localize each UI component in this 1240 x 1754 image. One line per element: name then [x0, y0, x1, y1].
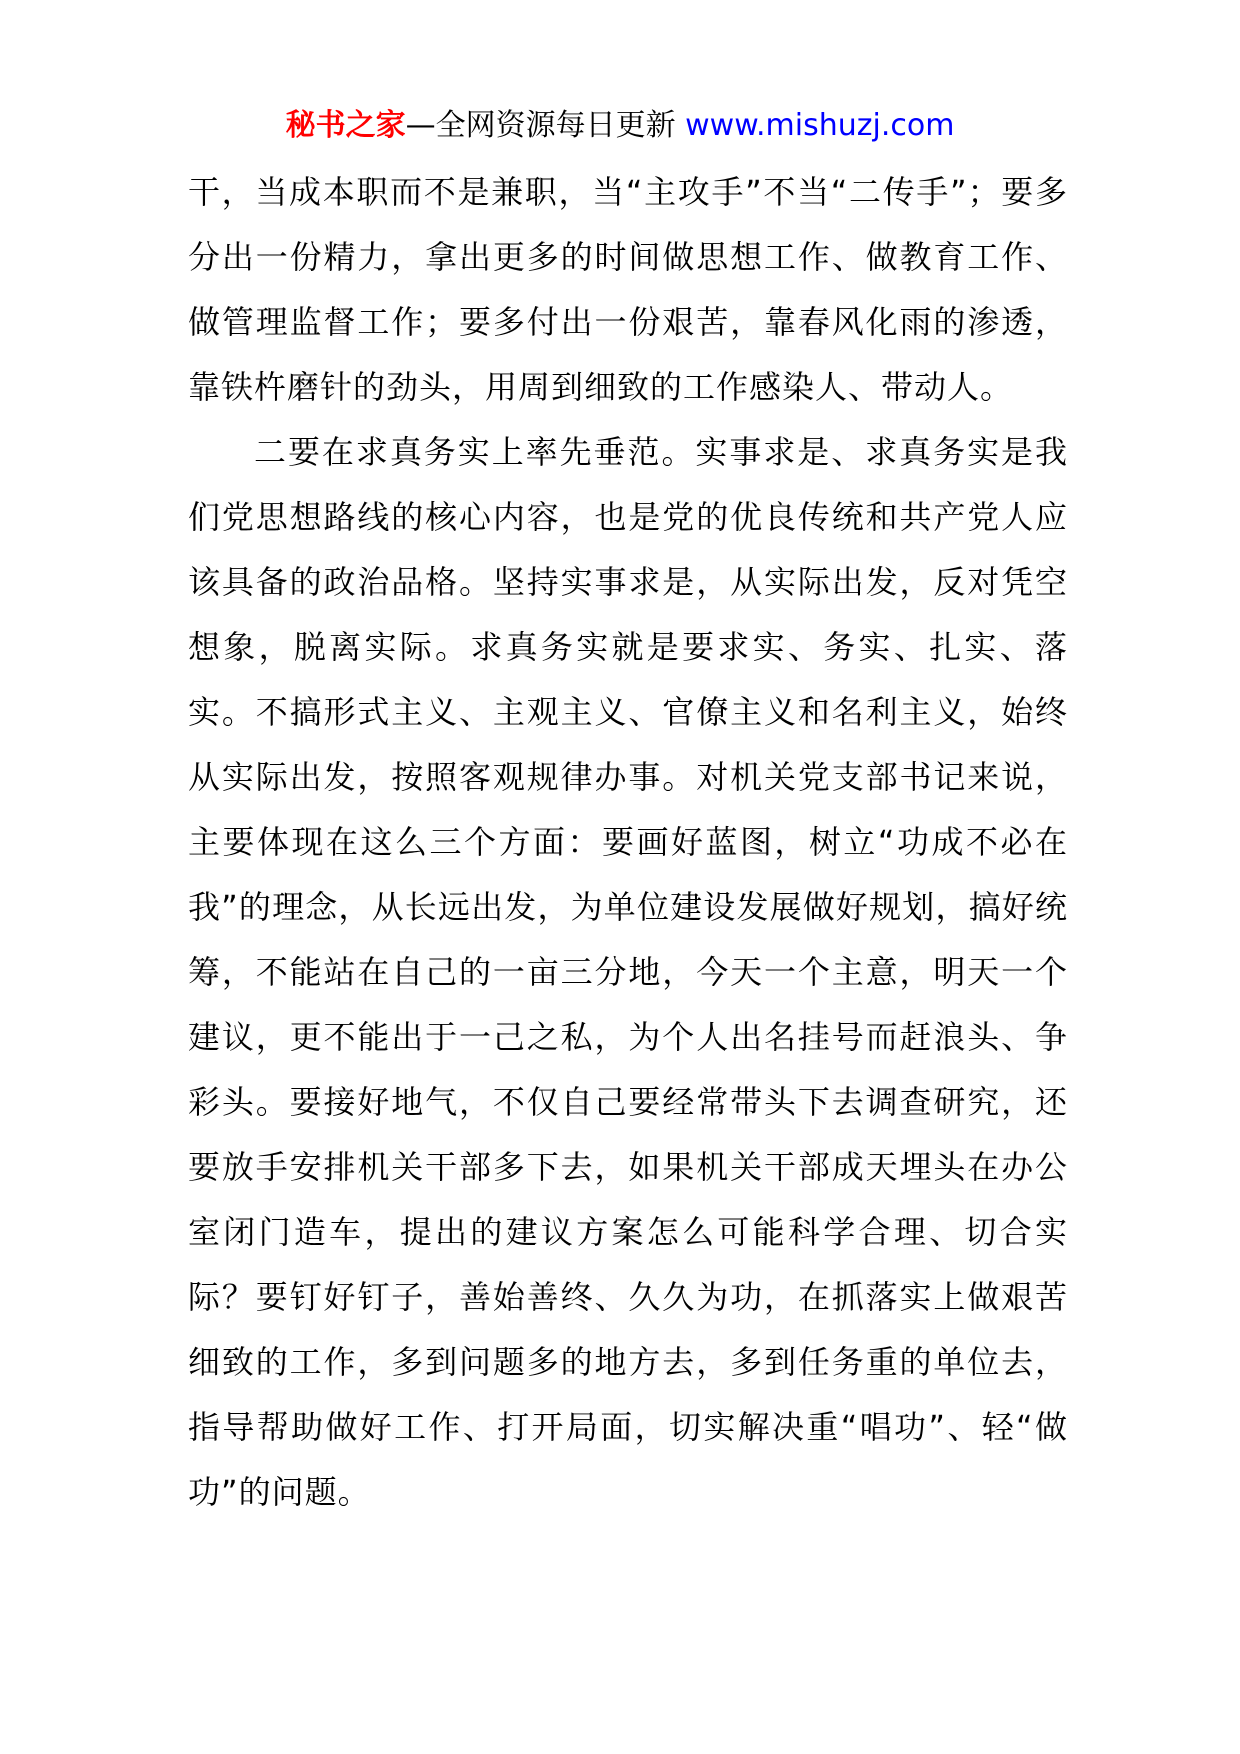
header-tagline: —全网资源每日更新 — [405, 108, 676, 143]
header-url-link[interactable]: www.mishuzj.com — [685, 108, 955, 143]
header-brand: 秘书之家 — [285, 108, 406, 143]
page-header — [0, 106, 1240, 146]
paragraph-continued: 干，当成本职而不是兼职，当“主攻手”不当“二传手”；要多分出一份精力，拿出更多的时间做思想工作、做教育工作、做管理监督工作；要多付出一份艰苦，靠春风化雨的渗透，靠铁杵磨针的劲头，用周到细致的工作感染人、带动人。 — [188, 173, 1068, 406]
document-body — [188, 160, 1068, 1525]
paragraph-second-point: 二要在求真务实上率先垂范。实事求是、求真务实是我们党思想路线的核心内容，也是党的优良传统和共产党人应该具备的政治品格。坚持实事求是，从实际出发，反对凭空想象，脱离实际。求真务实就是要求实、务实、扎实、落实。不搞形式主义、主观主义、官僚主义和名利主义，始终从实际出发，按照客观规律办事。对机关党支部书记来说，主要体现在这么三个方面：要画好蓝图，树立“功成不必在我”的理念，从长远出发，为单位建设发展做好规划，搞好统筹，不能站在自己的一亩三分地，今天一个主意，明天一个建议，更不能出于一己之私，为个人出名挂号而赶浪头、争彩头。要接好地气，不仅自己要经常带头下去调查研究，还要放手安排机关干部多下去，如果机关干部成天埋头在办公室闭门造车，提出的建议方案怎么可能科学合理、切合实际？要钉好钉子，善始善终、久久为功，在抓落实上做艰苦细致的工作，多到问题多的地方去，多到任务重的单位去，指导帮助做好工作、打开局面，切实解决重“唱功”、轻“做功”的问题。 — [188, 433, 1068, 1511]
